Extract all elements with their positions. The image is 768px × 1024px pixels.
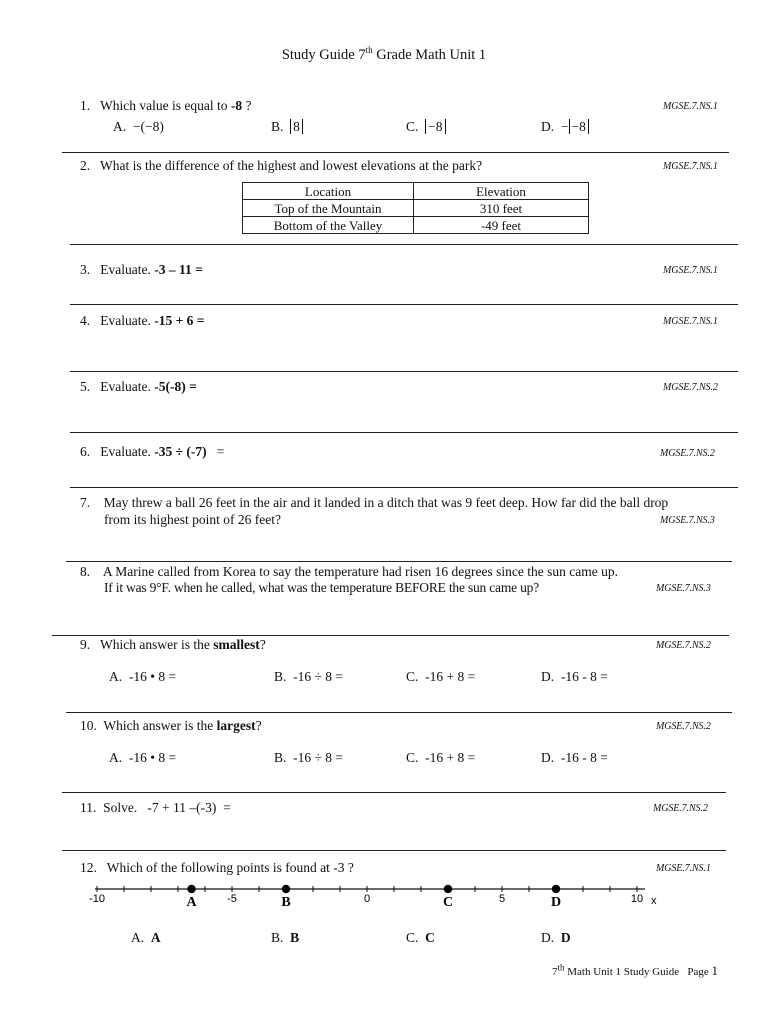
standard-code: MGSE.7.NS.3 [656, 583, 711, 594]
option-c: C. C [406, 930, 435, 945]
axis-label: x [651, 895, 657, 907]
option-c: C. -16 + 8 = [406, 669, 476, 684]
question-1: 1. Which value is equal to -8 ? [80, 98, 252, 113]
question-7-line1: 7. May threw a ball 26 feet in the air and it landed in a ditch that was 9 feet deep. How far did the ball drop [80, 495, 669, 510]
standard-code: MGSE.7.NS.2 [660, 448, 715, 459]
table-cell: 310 feet [414, 200, 589, 217]
standard-code: MGSE.7.NS.2 [656, 640, 711, 651]
standard-code: MGSE.7.NS.1 [663, 265, 718, 276]
standard-code: MGSE.7.NS.1 [656, 863, 711, 874]
question-text: Which value is equal to [100, 98, 231, 113]
option-a: A. −(−8) [113, 119, 164, 134]
question-4: 4. Evaluate. -15 + 6 = [80, 313, 205, 328]
option-c: C. −8 [406, 119, 446, 135]
standard-code: MGSE.7.NS.2 [663, 382, 718, 393]
table-cell: -49 feet [414, 217, 589, 234]
question-bold: -8 [230, 98, 243, 113]
divider [62, 850, 726, 851]
option-d: D. -16 - 8 = [541, 750, 608, 765]
table-cell: Bottom of the Valley [243, 217, 414, 234]
question-8-line1: 8. A Marine called from Korea to say the temperature had risen 16 degrees since the sun came up. [80, 564, 618, 579]
option-b: B. -16 ÷ 8 = [274, 750, 344, 765]
number-line [0, 876, 768, 916]
number-line-point [444, 885, 452, 893]
option-d: D. D [541, 930, 571, 945]
point-label: C [442, 895, 454, 910]
table-header: Elevation [414, 183, 589, 200]
point-label: D [550, 895, 562, 910]
table-row [243, 200, 589, 217]
table-row [243, 217, 589, 234]
standard-code: MGSE.7.NS.1 [663, 101, 718, 112]
tick-label: 0 [363, 893, 371, 905]
number-line-point [282, 885, 290, 893]
number-line-point [187, 885, 195, 893]
tick-label: 10 [630, 893, 644, 905]
standard-code: MGSE.7.NS.2 [653, 803, 708, 814]
point-label: B [281, 895, 291, 910]
question-8-line2: If it was 9°F. when he called, what was the temperature BEFORE the sun came up? [104, 580, 540, 595]
option-d: D. -16 - 8 = [541, 669, 608, 684]
option-d: D. − −8 [541, 119, 589, 135]
divider [52, 635, 729, 636]
table-header-row [243, 183, 589, 200]
option-a: A. A [131, 930, 161, 945]
divider [62, 152, 729, 153]
standard-code: MGSE.7.NS.1 [663, 161, 718, 172]
question-7-line2: from its highest point of 26 feet? [104, 512, 281, 527]
table-cell: Top of the Mountain [243, 200, 414, 217]
page-footer: 7th Math Unit 1 Study Guide Page 1 [552, 962, 718, 978]
standard-code: MGSE.7.NS.1 [663, 316, 718, 327]
divider [70, 432, 738, 433]
option-b: B. 8 [271, 119, 303, 135]
divider [70, 244, 738, 245]
table-header: Location [243, 183, 414, 200]
tick-label: 5 [498, 893, 506, 905]
question-12: 12. Which of the following points is found at -3 ? [80, 860, 354, 875]
tick-label: -10 [89, 893, 105, 905]
divider [70, 487, 738, 488]
standard-code: MGSE.7.NS.3 [660, 515, 715, 526]
page-number: 1 [711, 963, 718, 978]
option-b: B. B [271, 930, 300, 945]
number-line-point [552, 885, 560, 893]
point-label: A [186, 895, 197, 910]
divider [70, 304, 738, 305]
question-2: 2. What is the difference of the highest and lowest elevations at the park? [80, 158, 483, 173]
question-number: 1. [80, 98, 91, 113]
elevation-table [242, 182, 589, 234]
page-title: Study Guide 7th Grade Math Unit 1 [281, 45, 487, 63]
option-a: A. -16 • 8 = [109, 669, 177, 684]
question-9: 9. Which answer is the smallest? [80, 637, 266, 652]
standard-code: MGSE.7.NS.2 [656, 721, 711, 732]
option-c: C. -16 + 8 = [406, 750, 476, 765]
divider [62, 792, 726, 793]
option-a: A. -16 • 8 = [109, 750, 177, 765]
tick-label: -5 [227, 893, 237, 905]
question-11: 11. Solve. -7 + 11 –(-3) = [80, 800, 231, 815]
question-5: 5. Evaluate. -5(-8) = [80, 379, 197, 394]
question-10: 10. Which answer is the largest? [80, 718, 262, 733]
divider [66, 561, 732, 562]
divider [66, 712, 732, 713]
option-b: B. -16 ÷ 8 = [274, 669, 344, 684]
divider [70, 371, 738, 372]
question-3: 3. Evaluate. -3 – 11 = [80, 262, 203, 277]
question-6: 6. Evaluate. -35 ÷ (-7) = [80, 444, 225, 459]
